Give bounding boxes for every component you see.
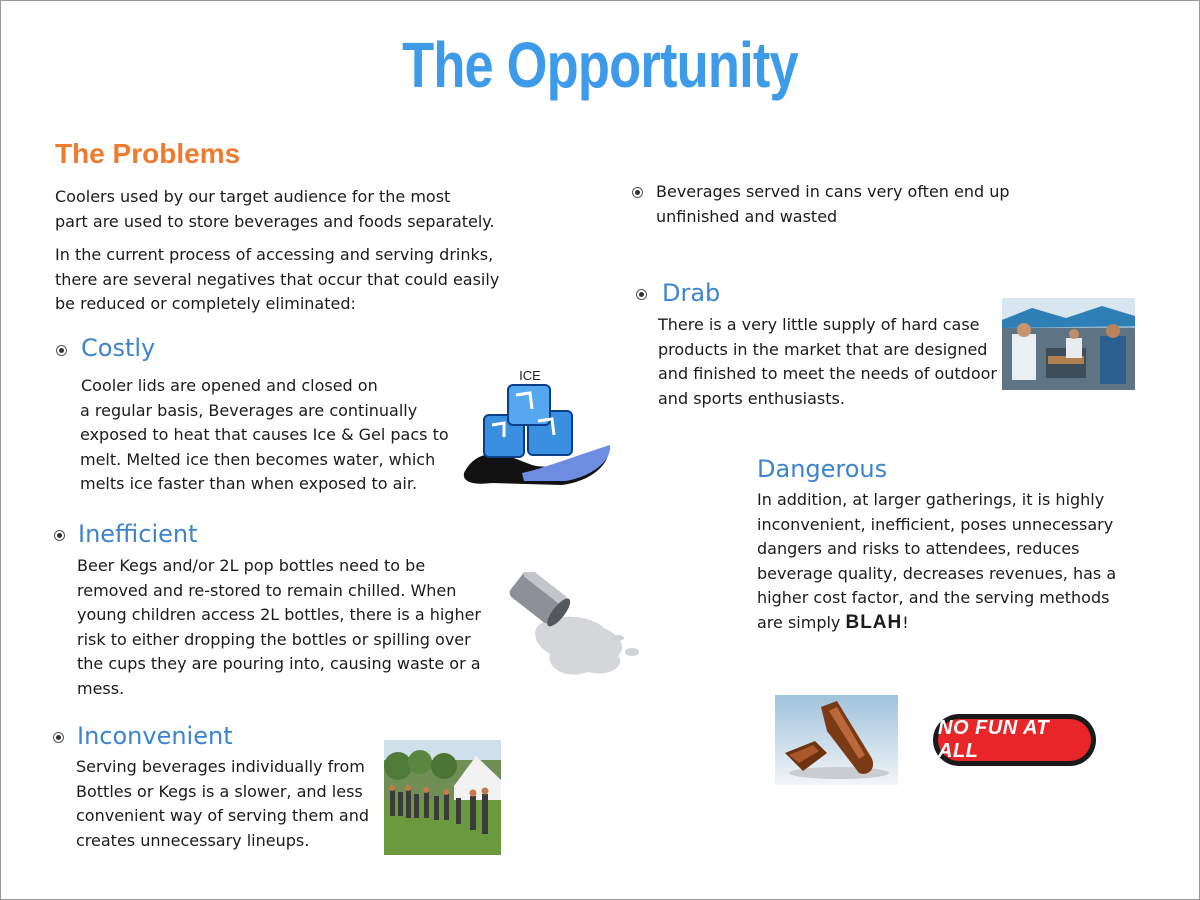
drab-heading: Drab <box>662 279 721 307</box>
inconvenient-line: convenient way of serving them and <box>76 806 370 825</box>
drab-line: and finished to meet the needs of outdoor <box>658 364 997 383</box>
blah-emphasis: BLAH <box>845 611 903 633</box>
dangerous-line: higher cost factor, and the serving methods <box>757 588 1110 607</box>
dangerous-line: In addition, at larger gatherings, it is highly <box>757 490 1105 509</box>
broken-bottle-image <box>775 695 898 785</box>
inconvenient-heading: Inconvenient <box>77 722 233 750</box>
costly-line: Cooler lids are opened and closed on <box>81 376 378 395</box>
inconvenient-line: Serving beverages individually from <box>76 757 365 776</box>
dangerous-heading: Dangerous <box>757 455 888 483</box>
costly-line: melts ice faster than when exposed to air. <box>80 474 418 493</box>
inefficient-line: mess. <box>77 678 125 698</box>
costly-line: a regular basis, Beverages are continually <box>80 400 418 420</box>
ice-label: ICE <box>519 368 541 383</box>
drab-line: products in the market that are designed <box>658 339 988 359</box>
drab-line: and sports enthusiasts. <box>658 388 845 408</box>
inefficient-line: the cups they are pouring into, causing waste or a <box>77 654 481 673</box>
bullet-icon <box>632 187 643 198</box>
ice-cubes-image <box>462 365 614 489</box>
intro-line: be reduced or completely eliminated: <box>55 294 356 313</box>
problems-heading: The Problems <box>55 138 241 169</box>
intro-paragraph-1 <box>55 185 495 234</box>
drab-text <box>658 313 997 411</box>
cans-text <box>656 180 1010 229</box>
inconvenient-line: creates unnecessary lineups. <box>76 830 310 850</box>
inefficient-line: risk to either dropping the bottles or spilling over <box>77 629 471 649</box>
dangerous-line: inconvenient, inefficient, poses unnecessary <box>757 514 1114 534</box>
dangerous-line: beverage quality, decreases revenues, has a <box>757 563 1117 583</box>
dangerous-text <box>757 488 1116 635</box>
inefficient-line: young children access 2L bottles, there is a higher <box>77 605 482 624</box>
inefficient-line: removed and re-stored to remain chilled. When <box>77 580 457 600</box>
bullet-icon <box>636 289 647 300</box>
dangerous-last-line <box>757 611 1116 636</box>
cans-line: unfinished and wasted <box>656 206 838 226</box>
bullet-icon <box>53 732 64 743</box>
inefficient-line: Beer Kegs and/or 2L pop bottles need to be <box>77 556 426 575</box>
inconvenient-line: Bottles or Kegs is a slower, and less <box>76 781 363 801</box>
intro-paragraph-2 <box>55 243 499 317</box>
bullet-icon <box>56 345 67 356</box>
intro-line: Coolers used by our target audience for the most <box>55 187 451 206</box>
spilled-can-image <box>500 572 648 682</box>
intro-line: part are used to store beverages and foods separately. <box>55 211 495 231</box>
inconvenient-text <box>76 755 369 853</box>
costly-line: exposed to heat that causes Ice & Gel pacs to <box>80 425 449 444</box>
costly-text <box>80 374 449 497</box>
dangerous-last-prefix: are simply <box>757 612 846 632</box>
cans-line: Beverages served in cans very often end up <box>656 182 1010 201</box>
intro-line: there are several negatives that occur that could easily <box>55 269 500 289</box>
inefficient-heading: Inefficient <box>78 520 198 548</box>
dangerous-line: dangers and risks to attendees, reduces <box>757 539 1080 558</box>
inefficient-text <box>77 554 481 701</box>
crowd-lineup-photo <box>384 740 501 855</box>
no-fun-badge: NO FUN AT ALL <box>938 719 1091 761</box>
intro-line: In the current process of accessing and serving drinks, <box>55 245 494 264</box>
tailgate-fans-photo <box>1002 298 1135 390</box>
drab-line: There is a very little supply of hard case <box>658 315 980 334</box>
bullet-icon <box>54 530 65 541</box>
dangerous-last-suffix: ! <box>902 612 909 632</box>
costly-line: melt. Melted ice then becomes water, which <box>80 449 436 469</box>
costly-heading: Costly <box>81 334 156 362</box>
slide-title: The Opportunity <box>402 29 798 101</box>
